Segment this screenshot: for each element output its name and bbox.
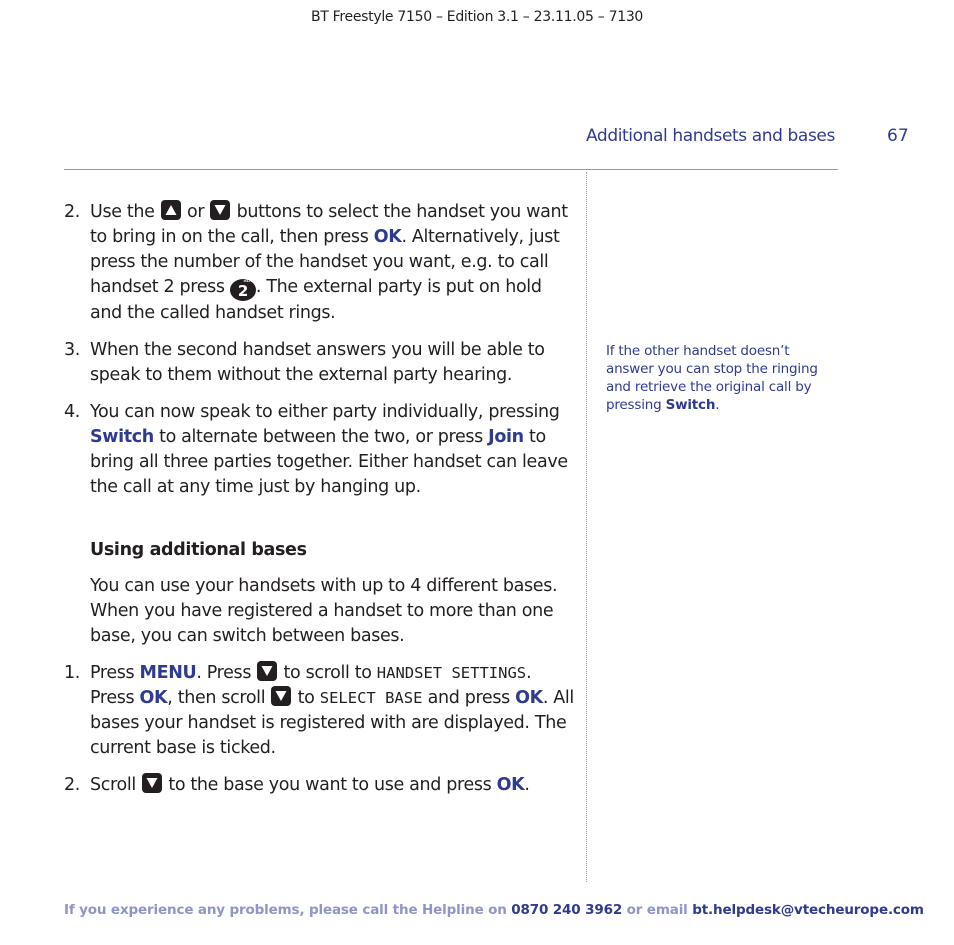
helpline-phone: 0870 240 3962 (511, 902, 623, 918)
step-text: . Press (196, 663, 252, 683)
page-number: 67 (887, 126, 909, 146)
footer-text: If you experience any problems, please call the Helpline on (64, 902, 507, 918)
menu-keyword: MENU (139, 663, 197, 683)
section-title: Additional handsets and bases (586, 126, 835, 146)
ok-keyword: OK (515, 688, 543, 708)
sidenote-text: If the other handset doesn’t answer you can stop the ringing and retrieve the original call by pressing (606, 343, 818, 413)
step-text: . The external party is put on hold and the called handset rings. (90, 277, 542, 323)
header-rule (64, 169, 838, 170)
step-text: to the base you want to use and press (168, 775, 492, 795)
step-text: When the second handset answers you will be able to speak to them without the external party hearing. (90, 340, 545, 385)
step-2-select-handset (64, 200, 574, 326)
step-number: 2. (64, 202, 80, 222)
step-text: , then scroll (167, 688, 266, 708)
up-arrow-key-icon (161, 200, 181, 220)
step-text: Press (90, 663, 135, 683)
lcd-handset-settings: HANDSET SETTINGS (376, 664, 527, 682)
step-text: . Press (90, 663, 532, 708)
ok-keyword: OK (373, 227, 402, 247)
down-arrow-key-icon (142, 773, 162, 793)
step-text: . All bases your handset is registered with are displayed. The current base is ticked. (90, 688, 574, 758)
step-number: 4. (64, 402, 80, 422)
step-text: You can now speak to either party individually, pressing (90, 402, 560, 422)
step-text: to scroll to (283, 663, 372, 683)
sidenote-end: . (715, 397, 720, 413)
intro-paragraph: You can use your handsets with up to 4 different bases. When you have registered a handset to more than one base, you can switch between bases. (90, 576, 558, 646)
switch-keyword: Switch (90, 427, 154, 447)
down-arrow-key-icon (210, 200, 230, 220)
step-text: Use the (90, 202, 155, 222)
main-column (64, 200, 574, 810)
sidenote (606, 342, 828, 414)
down-arrow-key-icon (257, 661, 277, 681)
step-text: to bring all three parties together. Either handset can leave the call at any time just by hanging up. (90, 427, 568, 497)
ok-keyword: OK (496, 775, 525, 795)
switch-keyword: Switch (665, 397, 716, 413)
helpline-footer (64, 902, 924, 918)
step-text: buttons to select the handset you want to bring in on the call, then press (90, 202, 568, 247)
step-4-speak-either-party (64, 400, 574, 500)
key-letters: abc (243, 277, 253, 284)
subheading: Using additional bases (90, 540, 307, 560)
key-digit: 2 (237, 282, 248, 300)
document-meta: BT Freestyle 7150 – Edition 3.1 – 23.11.05 – 7130 (310, 9, 644, 25)
step-3-second-handset (64, 338, 574, 388)
step-number: 3. (64, 340, 80, 360)
step-number: 1. (64, 663, 80, 683)
number-2-key-icon (230, 279, 256, 301)
step-1-press-menu (64, 661, 574, 761)
step-text: and press (427, 688, 510, 708)
step-text: to alternate between the two, or press (159, 427, 483, 447)
lcd-select-base: SELECT BASE (319, 689, 423, 707)
ok-keyword: OK (139, 688, 168, 708)
step-text: or (186, 202, 205, 222)
step-text: . (524, 775, 530, 795)
step-text: Scroll (90, 775, 136, 795)
step-text: to (297, 688, 315, 708)
step-2-scroll-to-base (64, 773, 574, 798)
step-text: . Alternatively, just press the number of the handset you want, e.g. to call handset 2 press (90, 227, 560, 297)
footer-text: or email (626, 902, 688, 918)
helpdesk-email: bt.helpdesk@vtecheurope.com (692, 902, 924, 918)
down-arrow-key-icon (271, 686, 291, 706)
step-number: 2. (64, 775, 80, 795)
join-keyword: Join (488, 427, 524, 447)
column-divider (586, 172, 587, 882)
